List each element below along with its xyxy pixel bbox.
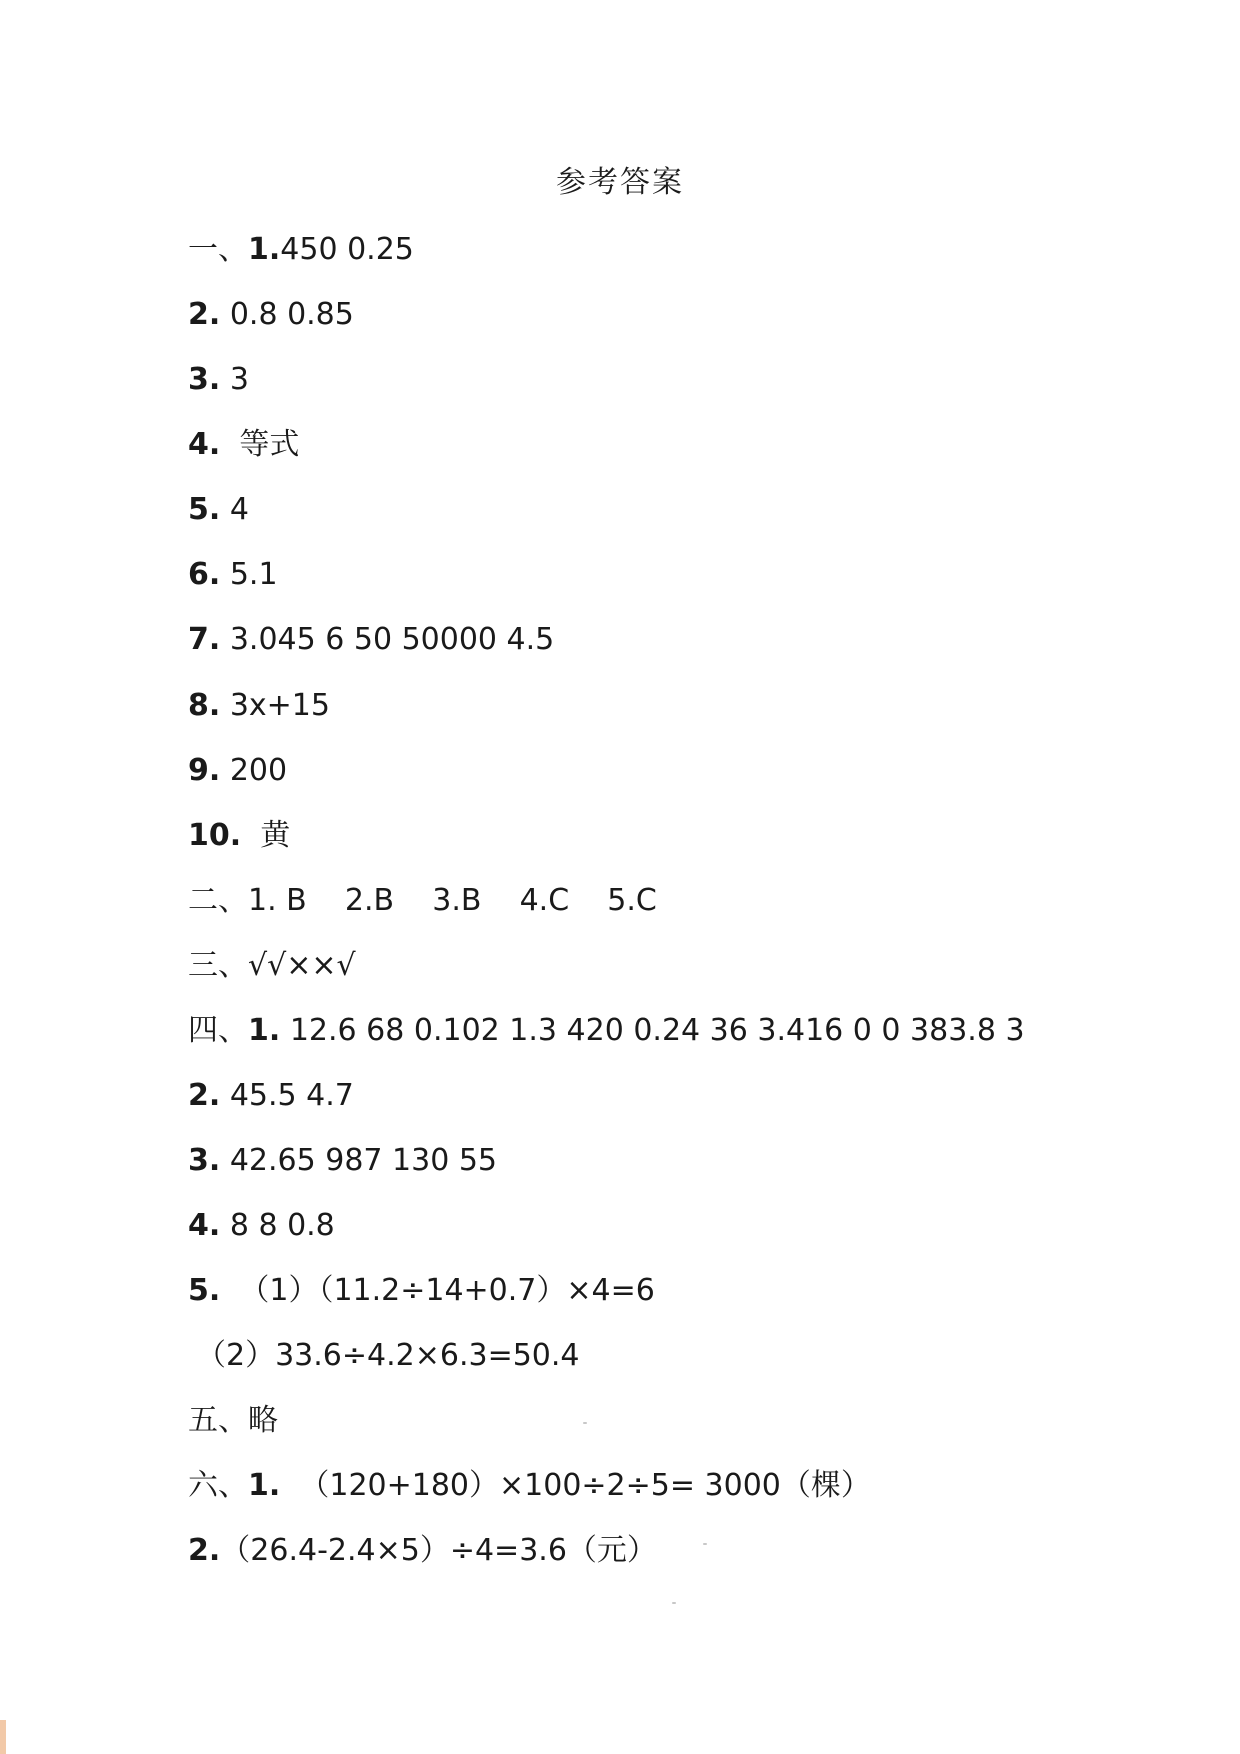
answer-line-1-10: [188, 816, 290, 856]
item-number: 1.: [248, 232, 281, 267]
answer-line-4-3: [188, 1141, 497, 1181]
page-title: 参考答案: [556, 165, 684, 200]
answer-line-1-2: [188, 295, 354, 335]
answer-text: （120+180）×100÷2÷5= 3000（棵）: [280, 1468, 871, 1503]
answer-text: 4: [220, 492, 249, 527]
answer-line-1-1: [188, 230, 414, 270]
answer-text: 42.65 987 130 55: [220, 1143, 498, 1178]
answer-text: （2）33.6÷4.2×6.3=50.4: [196, 1338, 580, 1373]
answer-line-4-5-2: [196, 1336, 580, 1376]
answer-line-4-1: [188, 1011, 1025, 1051]
answer-section-5: [188, 1401, 278, 1441]
answer-text: 三、√√××√: [188, 948, 356, 983]
answer-line-4-5: [188, 1271, 655, 1311]
answer-line-1-5: [188, 490, 249, 530]
item-number: 2.: [188, 297, 221, 332]
answer-text: （26.4-2.4×5）÷4=3.6（元）: [220, 1533, 657, 1568]
item-number: 10.: [188, 818, 242, 853]
item-number: 1.: [248, 1468, 281, 1503]
answer-text: 45.5 4.7: [220, 1078, 354, 1113]
answer-line-6-2: [188, 1531, 657, 1571]
answer-text: 二、1. B 2.B 3.B 4.C 5.C: [188, 883, 657, 918]
item-number: 3.: [188, 1143, 221, 1178]
item-number: 9.: [188, 753, 221, 788]
item-number: 2.: [188, 1533, 221, 1568]
answer-text: 0.8 0.85: [220, 297, 354, 332]
item-number: 3.: [188, 362, 221, 397]
item-number: 5.: [188, 1273, 221, 1308]
answer-line-1-6: [188, 555, 278, 595]
answer-text: 200: [220, 753, 288, 788]
answer-text: 3: [220, 362, 249, 397]
item-number: 1.: [248, 1013, 281, 1048]
answer-line-4-2: [188, 1076, 354, 1116]
scan-speck: [672, 1602, 676, 1604]
item-number: 7.: [188, 622, 221, 657]
answer-text: 黄: [241, 818, 291, 853]
answer-text: 3x+15: [220, 688, 330, 723]
item-number: 2.: [188, 1078, 221, 1113]
answer-line-1-7: [188, 620, 554, 660]
answer-line-1-4: [188, 425, 299, 465]
scan-edge-mark: [0, 1720, 6, 1754]
answer-text: （1）（11.2÷14+0.7）×4=6: [220, 1273, 655, 1308]
answer-text: 等式: [220, 427, 300, 462]
answer-line-6-1: [188, 1466, 871, 1506]
answer-line-1-3: [188, 360, 249, 400]
answer-text: 12.6 68 0.102 1.3 420 0.24 36 3.416 0 0 383.8 3: [280, 1013, 1025, 1048]
answer-line-4-4: [188, 1206, 335, 1246]
scan-speck: [703, 1543, 707, 1545]
item-number: 8.: [188, 688, 221, 723]
section-prefix: 一、: [188, 232, 248, 267]
item-number: 6.: [188, 557, 221, 592]
answer-line-1-8: [188, 686, 330, 726]
section-prefix: 四、: [188, 1013, 248, 1048]
answer-text: 450 0.25: [280, 232, 414, 267]
item-number: 5.: [188, 492, 221, 527]
scan-speck: [583, 1422, 587, 1424]
answer-text: 五、略: [188, 1403, 278, 1438]
answer-line-1-9: [188, 751, 287, 791]
answer-section-3: [188, 946, 356, 986]
answer-section-2: [188, 881, 657, 921]
answer-text: 8 8 0.8: [220, 1208, 335, 1243]
section-prefix: 六、: [188, 1468, 248, 1503]
item-number: 4.: [188, 427, 221, 462]
answer-text: 5.1: [220, 557, 278, 592]
answer-text: 3.045 6 50 50000 4.5: [220, 622, 555, 657]
item-number: 4.: [188, 1208, 221, 1243]
